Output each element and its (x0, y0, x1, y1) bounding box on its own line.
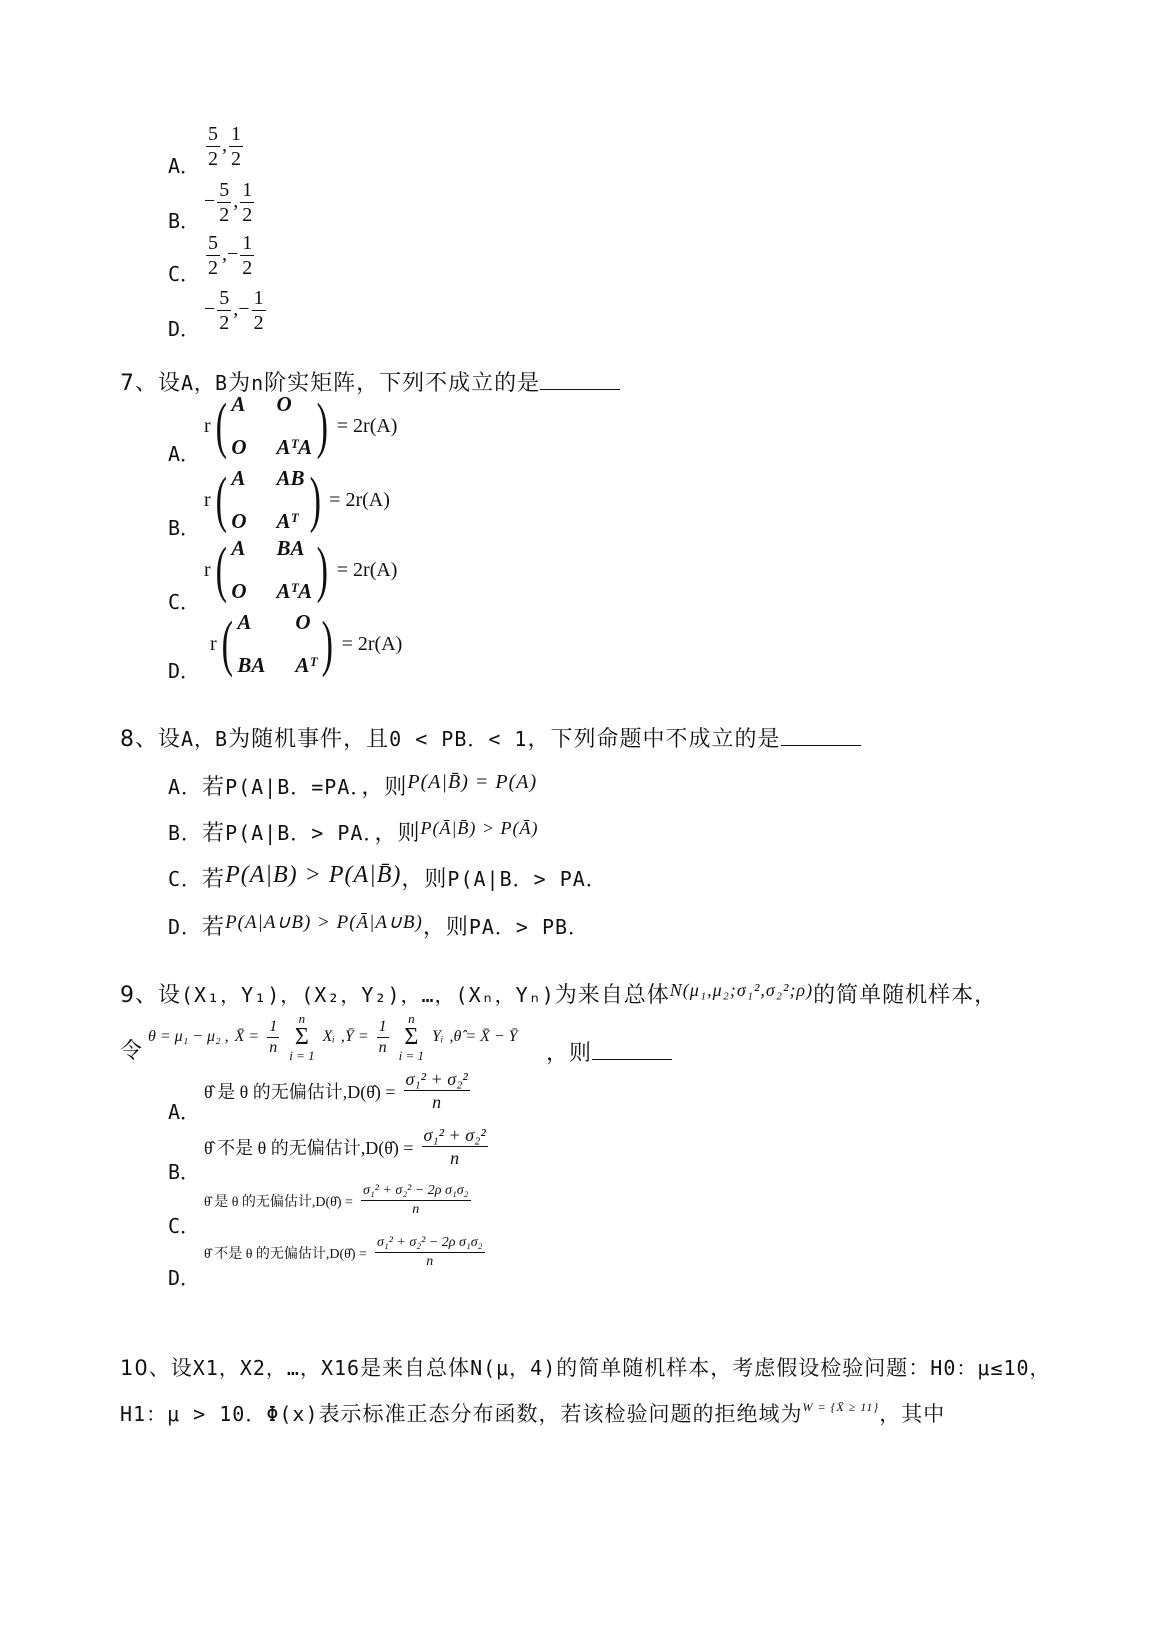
q7-stem: 7、设A，B为n阶实矩阵，下列不成立的是 (120, 366, 620, 397)
q10-line-1: 10、设X1，X2，…，X16是来自总体N(μ，4)的简单随机样本，考虑假设检验问题：H0：μ≤10， (120, 1356, 1051, 1380)
q9-option-d-label: D． (168, 1266, 201, 1290)
q7-option-d-formula: r ( A O BA Aᵀ ) = 2r(A) (210, 610, 403, 678)
q9-option-c-label: C． (168, 1214, 201, 1238)
q7-option-b-formula: r ( A AB O Aᵀ ) = 2r(A) (204, 466, 390, 534)
q8-stem: 8、设A，B为随机事件，且0 < PB．< 1，下列命题中不成立的是 (120, 722, 861, 753)
q7-option-c-formula: r ( A BA O AᵀA ) = 2r(A) (204, 536, 398, 604)
q9-option-a-formula: θ̂ 是 θ 的无偏估计,D(θ̂) = $\frac{\text{σ₁² + σ₂²}}{n}$ (204, 1069, 468, 1112)
q6-option-d-label: D． (168, 317, 201, 341)
q8-option-b: B．若P(A|B．> PA．，则$^{P(Ā|B̄) > P(Ā)}$ (168, 818, 539, 846)
q9-then: ，则 (546, 1036, 672, 1067)
q9-option-b-formula: θ̂ 不是 θ 的无偏估计,D(θ̂) = $\frac{\text{σ₁² + σ₂²}}{n}$ (204, 1125, 486, 1168)
q9-let: 令 (120, 1039, 144, 1064)
answer-blank (781, 727, 861, 746)
q6-option-c-label: C． (168, 262, 201, 286)
q9-option-d-formula: θ̂ 不是 θ 的无偏估计,D(θ̂) = $\frac{\text{σ₁² + σ₂² − 2ρ σ₁σ₂}}{n}$ (204, 1235, 483, 1269)
q6-option-b-label: B． (168, 209, 201, 233)
q7-option-a-label: A． (168, 442, 201, 466)
q6-option-a-formula: $\frac{5}{2}$ , $\frac{1}{2}$ (208, 123, 241, 170)
q9-option-b-label: B． (168, 1160, 201, 1184)
q9-option-c-formula: θ̂ 是 θ 的无偏估计,D(θ̂) = $\frac{\text{σ₁² + σ₂² − 2ρ σ₁σ₂}}{n}$ (204, 1183, 469, 1217)
q9-definitions: θ = μ₁ − μ₂ , X̄ = $\frac{1}{n}$ n Σ i = 1 Xᵢ ,Ȳ = $\frac{1}{n}$ n Σ i = 1 Yᵢ ,θ̂ = X̄ − Ȳ (148, 1011, 518, 1063)
q9-stem: 9、设(X₁，Y₁)，(X₂，Y₂)，…，(Xₙ，Yₙ)为来自总体$^{N(\mu_1,\mu_2;\sigma_1^2,\sigma_2^2;\rho)}$的简单随机样本， (120, 980, 998, 1008)
q7-option-a-formula: r ( A O O AᵀA ) = 2r(A) (204, 392, 398, 460)
q8-option-a: A．若P(A|B．=PA．，则P(A|B̄) = P(A) (168, 771, 538, 800)
answer-blank (540, 371, 620, 390)
answer-blank (592, 1041, 672, 1060)
q10-line-2: H1：μ > 10．Φ(x)表示标准正态分布函数，若该检验问题的拒绝域为$^{W = \{X̄ \ge 11\}}$，其中 (120, 1400, 946, 1426)
q9-option-a-label: A． (168, 1100, 201, 1124)
q6-option-d-formula: − $\frac{5}{2}$ ,− $\frac{1}{2}$ (204, 287, 264, 334)
q8-option-c: C．若P(A|B) > P(A|B̄)，则P(A|B．> PA． (168, 862, 607, 892)
q8-option-d: D．若P(A|A∪B) > P(Ā|A∪B)，则PA．> PB． (168, 912, 590, 940)
q6-option-b-formula: − $\frac{5}{2}$ , $\frac{1}{2}$ (204, 179, 253, 226)
q7-option-c-label: C． (168, 590, 201, 614)
q6-option-c-formula: $\frac{5}{2}$ ,− $\frac{1}{2}$ (208, 232, 253, 279)
q6-option-a-label: A． (168, 154, 201, 178)
q7-option-b-label: B． (168, 516, 201, 540)
q7-option-d-label: D． (168, 659, 201, 683)
